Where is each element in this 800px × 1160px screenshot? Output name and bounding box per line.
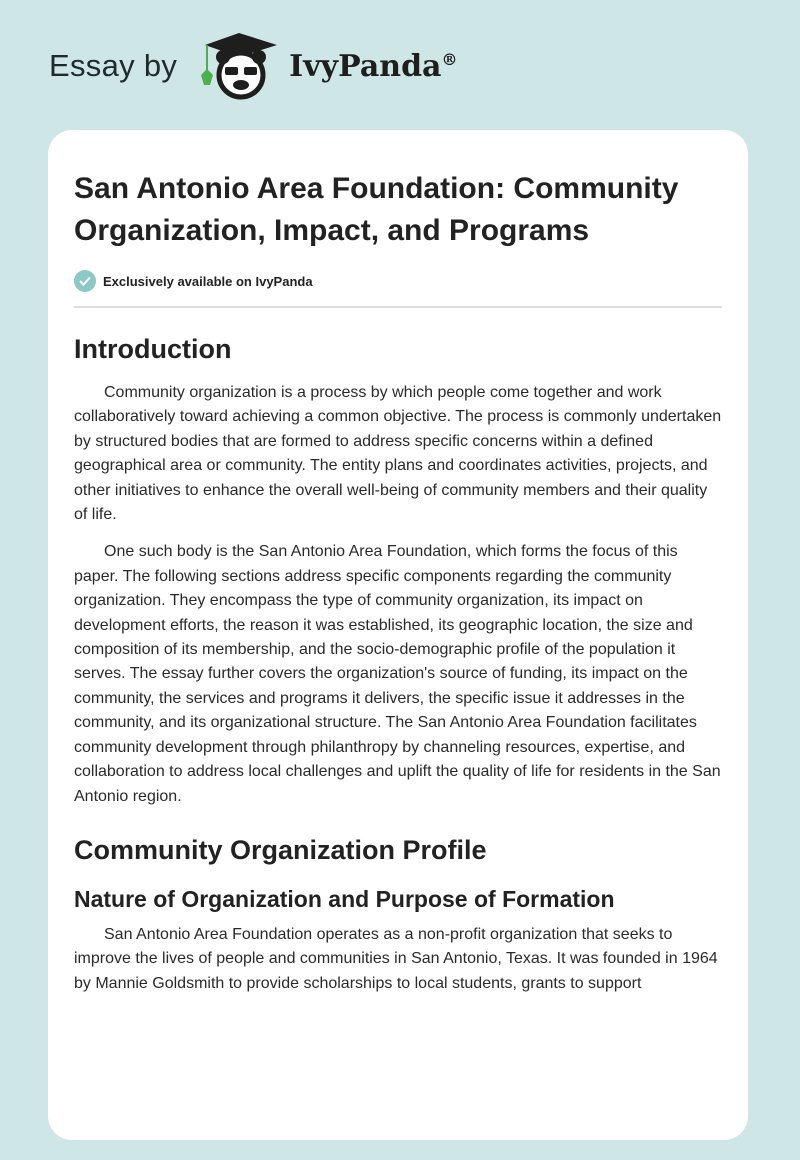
brand-name: IvyPanda® [289, 48, 458, 84]
heading-nature: Nature of Organization and Purpose of Formation [74, 885, 615, 912]
article-card [48, 130, 748, 1140]
heading-introduction: Introduction [74, 334, 232, 364]
article-title: San Antonio Area Foundation: Community Organization, Impact, and Programs [74, 172, 679, 247]
paragraph: Community organization is a process by which people come together and work collaboratively toward achieving a common objective. The process is commonly undertaken by structured bodies that are formed to address specific concerns within a defined geographical area or community. The entity plans and coordinates activities, projects, and other initiatives to enhance the overall well-being of community members and their quality of life. [74, 384, 722, 524]
paragraph: One such body is the San Antonio Area Foundation, which forms the focus of this paper. The following sections address specific components regarding the community organization. They encompass the type of community organization, its impact on development efforts, the reason it was established, its geographic location, the size and composition of its membership, and the socio-demographic profile of the population it serves. The essay further covers the organization's source of funding, its impact on the community, the services and programs it delivers, the specific issue it addresses in the community, and its organizational structure. The San Antonio Area Foundation facilitates community development through philanthropy by channeling resources, expertise, and collaboration to address local challenges and uplift the quality of life for residents in the San Antonio region. [74, 543, 721, 805]
paragraph: San Antonio Area Foundation operates as a non-profit organization that seeks to improve the lives of people and communities in San Antonio, Texas. It was founded in 1964 by Mannie Goldsmith to provide scholarships to local students, grants to support [74, 925, 718, 992]
ivypanda-logo-icon[interactable] [195, 31, 281, 101]
exclusive-badge [74, 270, 722, 292]
site-header [49, 36, 458, 96]
divider [74, 306, 722, 308]
check-icon [74, 270, 96, 292]
exclusive-label: Exclusively available on IvyPanda [103, 273, 313, 289]
heading-profile: Community Organization Profile [74, 834, 487, 865]
essay-by-label: Essay by [49, 48, 178, 83]
